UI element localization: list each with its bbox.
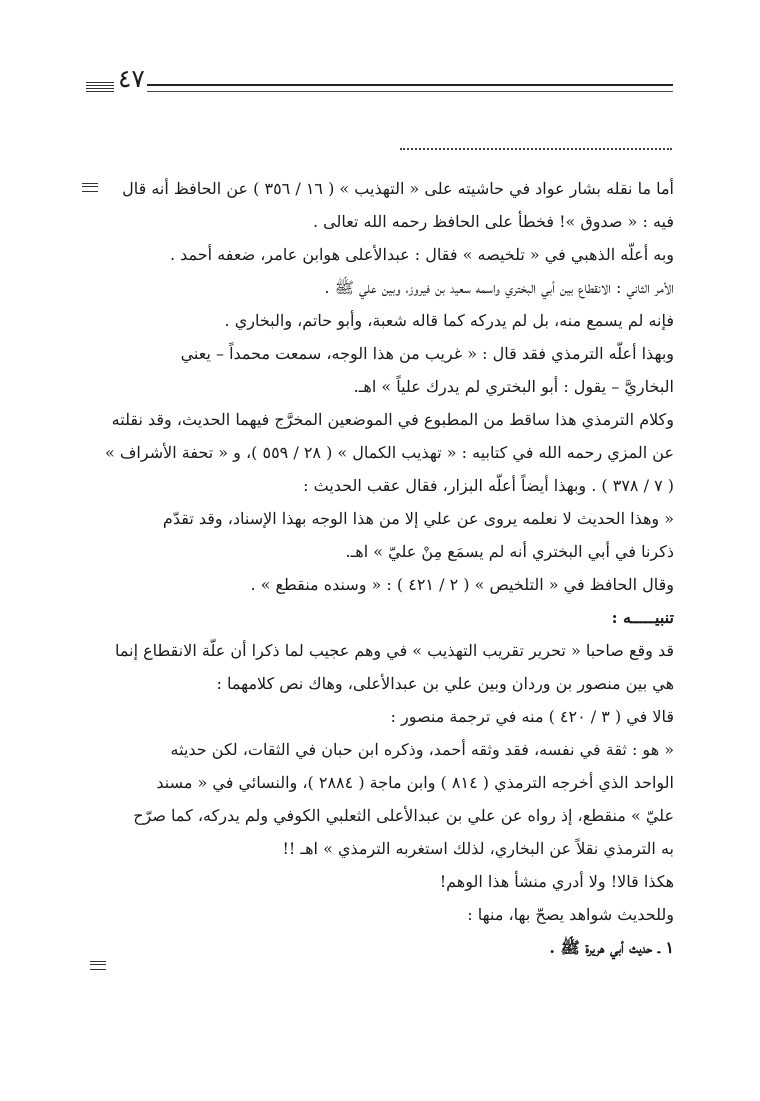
text-line: وللحديث شواهد يصحّ بها، منها :	[467, 905, 674, 924]
text-line: وقال الحافظ في « التلخيص » ( ٢ / ٤٢١ ) : « وسنده منقطع » .	[250, 575, 674, 594]
text-line: وبهذا أعلّه الترمذي فقد قال : « غريب من هذا الوجه، سمعت محمداً – يعني	[180, 344, 674, 363]
text-line: وبه أعلّه الذهبي في « تلخيصه » فقال : عبدالأعلى هوابن عامر، ضعفه أحمد .	[169, 245, 674, 264]
text-line: « هو : ثقة في نفسه، فقد وثقه أحمد، وذكره ابن حبان في الثقات، لكن حديثه	[170, 740, 674, 759]
text-line: عن المزي رحمه الله في كتابيه : « تهذيب الكمال » ( ٢٨ / ٥٥٩ )، و « تحفة الأشراف »	[104, 443, 674, 462]
text-line: قالا في ( ٣ / ٤٢٠ ) منه في ترجمة منصور :	[390, 707, 674, 726]
header-rule	[147, 84, 673, 86]
text-line: هكذا قالا! ولا أدري منشأ هذا الوهم!	[439, 872, 674, 891]
text-line: هي بين منصور بن وردان وبين علي بن عبدالأعلى، وهاك نص كلامهما :	[216, 674, 674, 693]
text-line: فيه : « صدوق »! فخطأ على الحافظ رحمه الله تعالى .	[312, 212, 674, 231]
text-line: فإنه لم يسمع منه، بل لم يدركه كما قاله شعبة، وأبو حاتم، والبخاري .	[224, 311, 674, 330]
notice-heading: تنبيـــــه :	[611, 608, 674, 627]
header-ornament	[86, 82, 114, 94]
text-line: ذكرنا في أبي البختري أنه لم يسمَع مِنْ عليّ » اهـ.	[345, 542, 674, 561]
text-line: « وهذا الحديث لا نعلمه يروى عن علي إلا من هذا الوجه بهذا الإسناد، وقد تقدّم	[162, 509, 674, 528]
text-line: قد وقع صاحبا « تحرير تقريب التهذيب » في وهم عجيب لما ذكرا أن علّة الانقطاع إنما	[115, 641, 674, 660]
text-line: عليّ » منقطع، إذ رواه عن علي بن عبدالأعلى الثعلبي الكوفي ولم يدركه، كما صرّح	[133, 806, 674, 825]
header-rule-thin	[147, 91, 673, 92]
text-line: الواحد الذي أخرجه الترمذي ( ٨١٤ ) وابن ماجة ( ٢٨٨٤ )، والنسائي في « مسند	[156, 773, 674, 792]
text-line: الأمر الثاني : الانقطاع بين أبي البختري واسمه سعيد بن فيروز، وبين علي ﷺ .	[324, 278, 674, 297]
text-line: وكلام الترمذي هذا ساقط من المطبوع في الموضعين المخرَّج فيهما الحديث، وقد نقلته	[111, 410, 674, 429]
footnote-text	[82, 172, 674, 964]
text-line: البخاريَّ – يقول : أبو البختري لم يدرك علياً » اهـ.	[353, 377, 674, 396]
text-line: أما ما نقله بشار عواد في حاشيته على « التهذيب » ( ١٦ / ٣٥٦ ) عن الحافظ أنه قال	[122, 179, 674, 198]
section-heading: ١ ـ حديث أبي هريرة ﷺ .	[549, 938, 674, 957]
text-line: به الترمذي نقلاً عن البخاري، لذلك استغربه الترمذي » اهـ !!	[282, 839, 674, 858]
text-line: ( ٧ / ٣٧٨ ) . وبهذا أيضاً أعلّه البزار، فقال عقب الحديث :	[303, 476, 674, 495]
page-number: ٤٧	[118, 64, 145, 93]
footnote-separator	[400, 148, 672, 150]
